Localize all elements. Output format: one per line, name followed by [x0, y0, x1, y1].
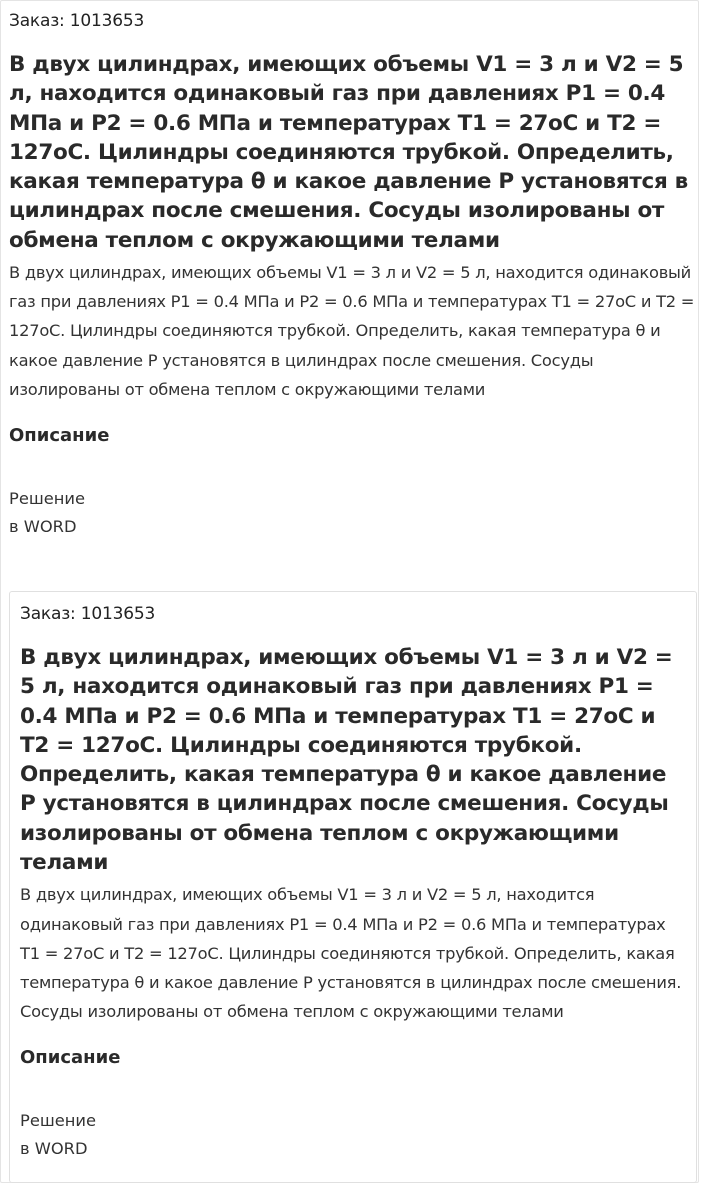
description-heading: Описание — [20, 1047, 121, 1069]
order-number: Заказ: 1013653 — [20, 604, 156, 624]
description-heading: Описание — [9, 425, 110, 447]
order-card-duplicate — [9, 591, 697, 1183]
task-title: В двух цилиндрах, имеющих объемы V1 = 3 л и V2 = 5 л, находится одинаковый газ при давлениях P1 = 0.4 МПа и P2 = 0.6 МПа и температурах T1 = 27oC и T2 = 127oC. Цилиндры соединяются трубкой. Определить, какая температура θ и какое давление P установятся в цилиндрах после смешения. Сосуды изолированы от обмена теплом с окружающими телами — [20, 645, 673, 876]
solution-note — [20, 1107, 686, 1163]
solution-format: в WORD — [9, 517, 77, 537]
solution-format: в WORD — [20, 1139, 88, 1159]
task-text: В двух цилиндрах, имеющих объемы V1 = 3 л и V2 = 5 л, находится одинаковый газ при давлениях P1 = 0.4 МПа и P2 = 0.6 МПа и температурах T1 = 27oC и T2 = 127oC. Цилиндры соединяются трубкой. Определить, какая температура θ и какое давление P установятся в цилиндрах после смешения. Сосуды изолированы от обмена теплом с окружающими телами — [20, 885, 682, 1022]
order-card — [9, 9, 697, 541]
solution-label: Решение — [20, 1111, 96, 1131]
task-text: В двух цилиндрах, имеющих объемы V1 = 3 л и V2 = 5 л, находится одинаковый газ при давлениях P1 = 0.4 МПа и P2 = 0.6 МПа и температурах T1 = 27oC и T2 = 127oC. Цилиндры соединяются трубкой. Определить, какая температура θ и какое давление P установятся в цилиндрах после смешения. Сосуды изолированы от обмена теплом с окружающими телами — [9, 263, 695, 399]
order-number: Заказ: 1013653 — [9, 11, 145, 31]
solution-label: Решение — [9, 489, 85, 509]
solution-note — [9, 485, 697, 541]
task-title: В двух цилиндрах, имеющих объемы V1 = 3 л и V2 = 5 л, находится одинаковый газ при давлениях P1 = 0.4 МПа и P2 = 0.6 МПа и температурах T1 = 27oC и T2 = 127oC. Цилиндры соединяются трубкой. Определить, какая температура θ и какое давление P установятся в цилиндрах после смешения. Сосуды изолированы от обмена теплом с окружающими телами — [9, 52, 688, 253]
